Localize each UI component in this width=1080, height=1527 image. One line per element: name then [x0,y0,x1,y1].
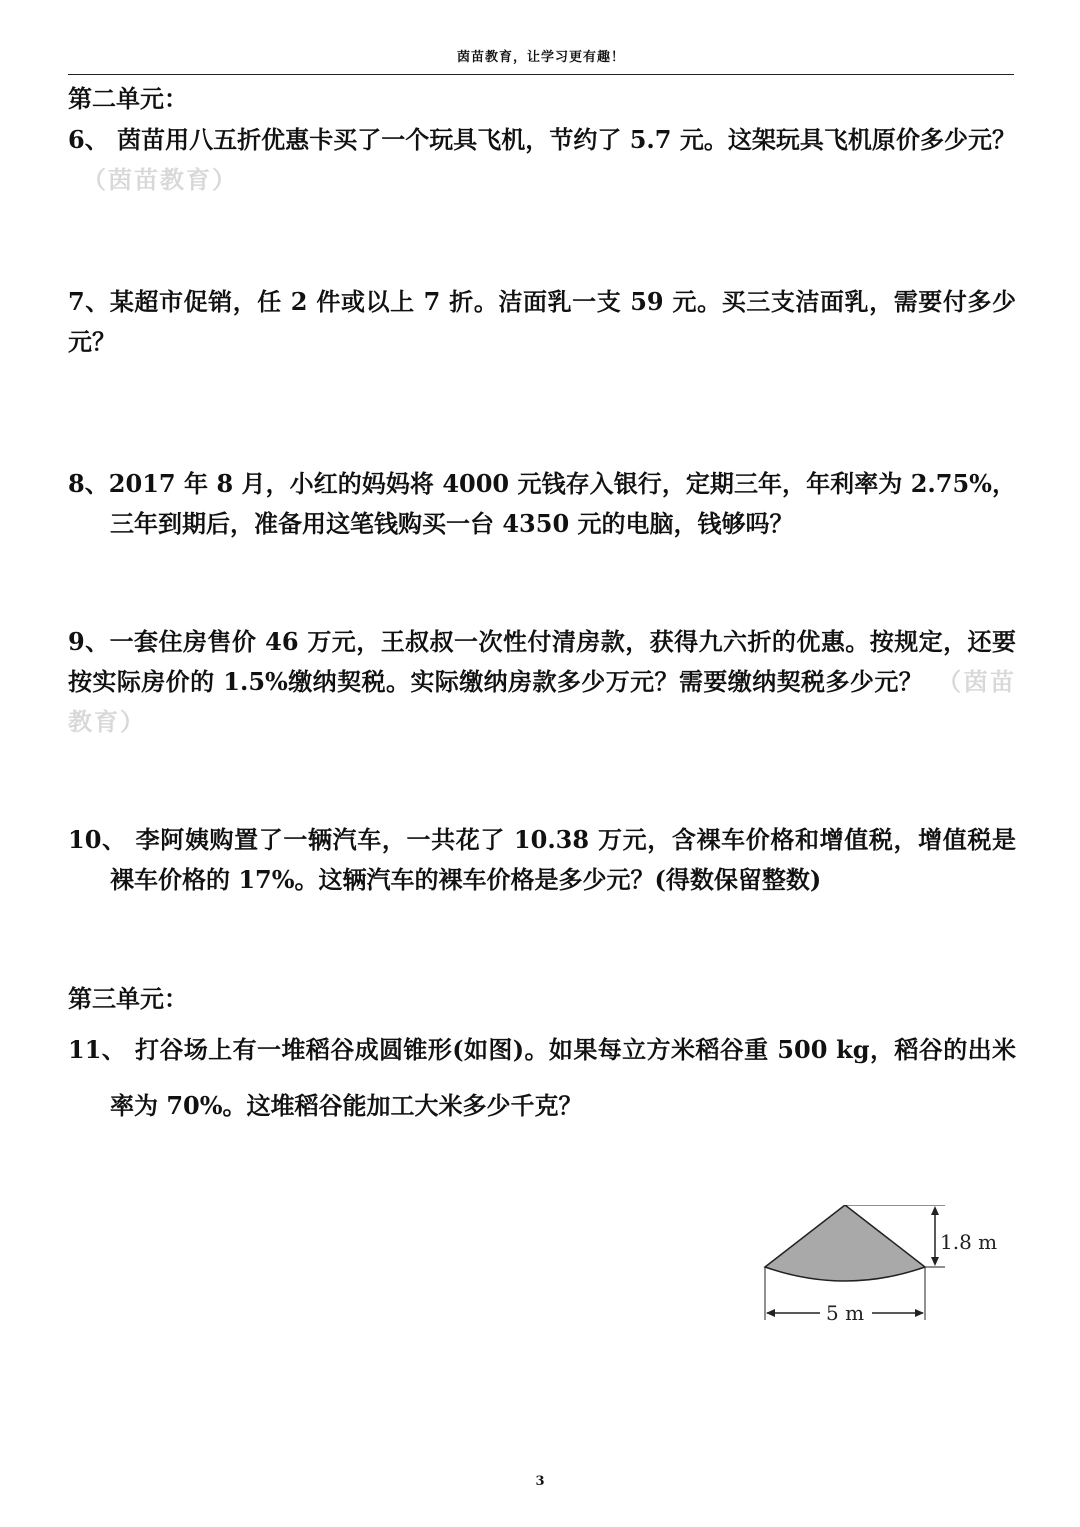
arrow-up-icon [931,1206,939,1215]
cone-cross-section [765,1205,925,1281]
question-text: 一套住房售价 46 万元，王叔叔一次性付清房款，获得九六折的优惠。按规定，还要按实际房价的 1.5%缴纳契税。实际缴纳房款多少万元？需要缴纳契税多少元？ [68,627,1016,696]
watermark: （茵苗教育） [68,667,1016,736]
page-number: 3 [535,1474,545,1489]
question-text: 茵苗用八五折优惠卡买了一个玩具飞机，节约了 5.7 元。这架玩具飞机原价多少元？ [108,125,1016,154]
question-number: 11、 [68,1035,127,1064]
question-number: 7、 [68,287,110,316]
width-label: 5 m [826,1301,865,1325]
arrow-left-icon [766,1309,775,1317]
unit-title-2: 第二单元： [68,84,188,113]
cone-figure [760,1205,1010,1325]
arrow-right-icon [915,1309,924,1317]
question-text: 打谷场上有一堆稻谷成圆锥形(如图)。如果每立方米稻谷重 500 kg，稻谷的出米率为 70%。这堆稻谷能加工大米多少千克？ [110,1035,1016,1120]
question-10 [68,820,1016,900]
question-number: 9、 [68,627,110,656]
question-number: 10、 [68,825,127,854]
question-7 [68,282,1016,362]
question-text: 2017 年 8 月，小红的妈妈将 4000 元钱存入银行，定期三年，年利率为 2.75%，三年到期后，准备用这笔钱购买一台 4350 元的电脑，钱够吗？ [108,469,1016,538]
question-text: 李阿姨购置了一辆汽车，一共花了 10.38 万元，含裸车价格和增值税，增值税是裸车价格的 17%。这辆汽车的裸车价格是多少元？(得数保留整数) [110,825,1017,894]
arrow-down-icon [931,1257,939,1266]
height-label: 1.8 m [940,1230,998,1254]
page-header: 茵苗教育，让学习更有趣！ [68,38,1014,75]
worksheet-content [68,80,1016,1134]
question-number: 8、 [68,469,109,498]
question-number: 6、 [68,125,109,154]
question-9 [68,622,1016,742]
question-text: 某超市促销，任 2 件或以上 7 折。洁面乳一支 59 元。买三支洁面乳，需要付多少元？ [68,287,1016,356]
question-8 [68,464,1016,544]
question-6 [68,120,1016,200]
watermark: （茵苗教育） [82,165,238,194]
question-11 [68,1022,1016,1134]
unit-title-3: 第三单元： [68,984,188,1013]
